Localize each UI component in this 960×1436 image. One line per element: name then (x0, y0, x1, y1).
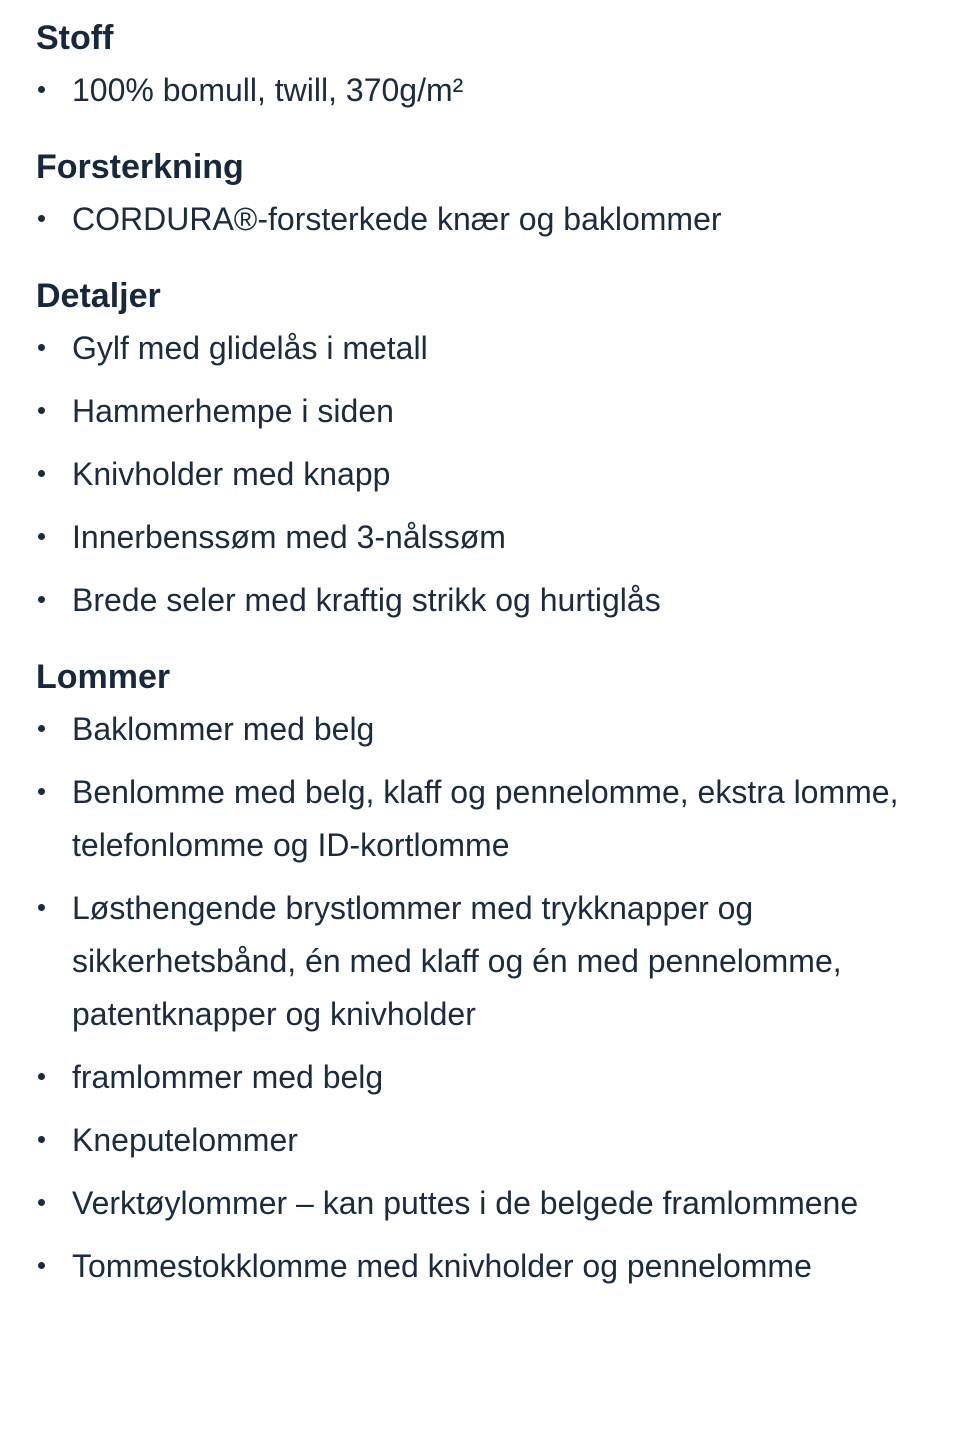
list-item: CORDURA®-forsterkede knær og baklommer (36, 193, 924, 246)
list-stoff (36, 64, 924, 117)
section-stoff (36, 14, 924, 117)
section-title-lommer: Lommer (36, 658, 171, 696)
list-item: Tommestokklomme med knivholder og pennelomme (36, 1240, 924, 1293)
section-lommer (36, 653, 924, 1293)
section-forsterkning (36, 143, 924, 246)
list-item: Brede seler med kraftig strikk og hurtiglås (36, 574, 924, 627)
list-item: Løsthengende brystlommer med trykknapper og sikkerhetsbånd, én med klaff og én med pennelomme, patentknapper og knivholder (36, 882, 924, 1041)
list-item: 100% bomull, twill, 370g/m² (36, 64, 924, 117)
section-title-detaljer: Detaljer (36, 277, 161, 315)
list-item: Gylf med glidelås i metall (36, 322, 924, 375)
list-item: Innerbenssøm med 3-nålssøm (36, 511, 924, 564)
list-forsterkning (36, 193, 924, 246)
list-item: Verktøylommer – kan puttes i de belgede framlommene (36, 1177, 924, 1230)
list-item: Baklommer med belg (36, 703, 924, 756)
list-item: Hammerhempe i siden (36, 385, 924, 438)
list-item: Benlomme med belg, klaff og pennelomme, ekstra lomme, telefonlomme og ID-kortlomme (36, 766, 924, 872)
list-lommer (36, 703, 924, 1293)
list-item: Knivholder med knapp (36, 448, 924, 501)
section-title-forsterkning: Forsterkning (36, 148, 244, 186)
section-title-stoff: Stoff (36, 19, 114, 57)
list-item: framlommer med belg (36, 1051, 924, 1104)
list-item: Kneputelommer (36, 1114, 924, 1167)
list-detaljer (36, 322, 924, 627)
section-detaljer (36, 272, 924, 627)
